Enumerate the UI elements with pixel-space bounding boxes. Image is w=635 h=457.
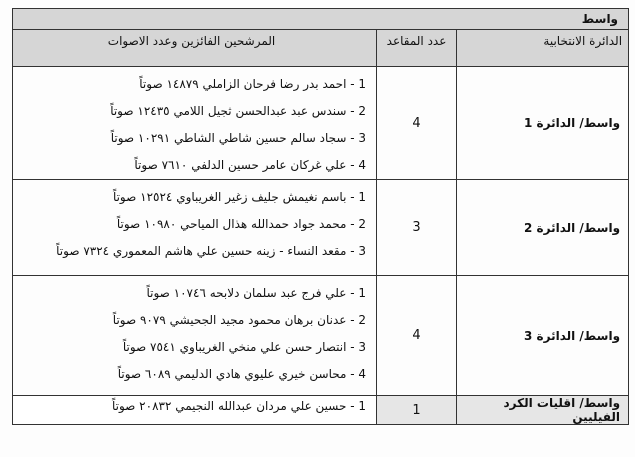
header-district: الدائرة الانتخابية [457,30,629,67]
district-name: واسط/ اقليات الكرد الفيليين [457,396,629,425]
candidate-list [13,396,377,425]
district-name: واسط/ الدائرة 2 [457,180,629,276]
results-table [12,8,629,425]
header-candidates: المرشحين الفائزين وعدد الاصوات [13,30,377,67]
candidate-list [13,67,377,180]
candidate-entry: 1 - علي فرج عبد سلمان دلابحه ١٠٧٤٦ صوتاً [146,286,367,300]
candidate-entry: 2 - سندس عبد عبدالحسن ثجيل اللامي ١٢٤٣٥ صوتاً [110,104,367,118]
seat-count: 3 [377,180,457,276]
candidate-entry: 1 - باسم نغيمش جليف زغير الغريباوي ١٢٥٢٤ صوتاً [112,190,367,204]
district-row-3 [13,276,629,396]
district-name: واسط/ الدائرة 3 [457,276,629,396]
candidate-entry: 2 - عدنان برهان محمود مجيد الجحيشي ٩٠٧٩ صوتاً [112,313,367,327]
header-row [13,30,629,67]
seat-count: 4 [377,276,457,396]
header-seats: عدد المقاعد [377,30,457,67]
candidate-entry: 3 - انتصار حسن علي منخي الغريباوي ٧٥٤١ صوتاً [122,340,367,354]
candidate-entry: 1 - حسين علي مردان عبدالله النجيمي ٢٠٨٣٢ صوتاً [111,399,367,413]
candidate-list [13,180,377,276]
seat-count: 4 [377,67,457,180]
candidate-entry: 3 - مقعد النساء - زينه حسين علي هاشم المعموري ٧٣٢٤ صوتاً [56,244,367,258]
candidate-entry: 2 - محمد جواد حمدالله هذال المياحي ١٠٩٨٠ صوتاً [116,217,367,231]
candidate-list [13,276,377,396]
candidate-entry: 4 - علي غركان عامر حسين الدلفي ٧٦١٠ صوتاً [134,158,367,172]
district-name: واسط/ الدائرة 1 [457,67,629,180]
candidate-entry: 3 - سجاد سالم حسين شاطي الشاطي ١٠٢٩١ صوتاً [110,131,367,145]
district-row-2 [13,180,629,276]
province-title: واسط [13,9,629,30]
candidate-entry: 4 - محاسن خيري عليوي هادي الدليمي ٦٠٨٩ صوتاً [117,367,367,381]
candidate-entry: 1 - احمد بدر رضا فرحان الزاملي ١٤٨٧٩ صوتاً [139,77,367,91]
district-row-minority [13,396,629,425]
seat-count: 1 [377,396,457,425]
district-row-1 [13,67,629,180]
